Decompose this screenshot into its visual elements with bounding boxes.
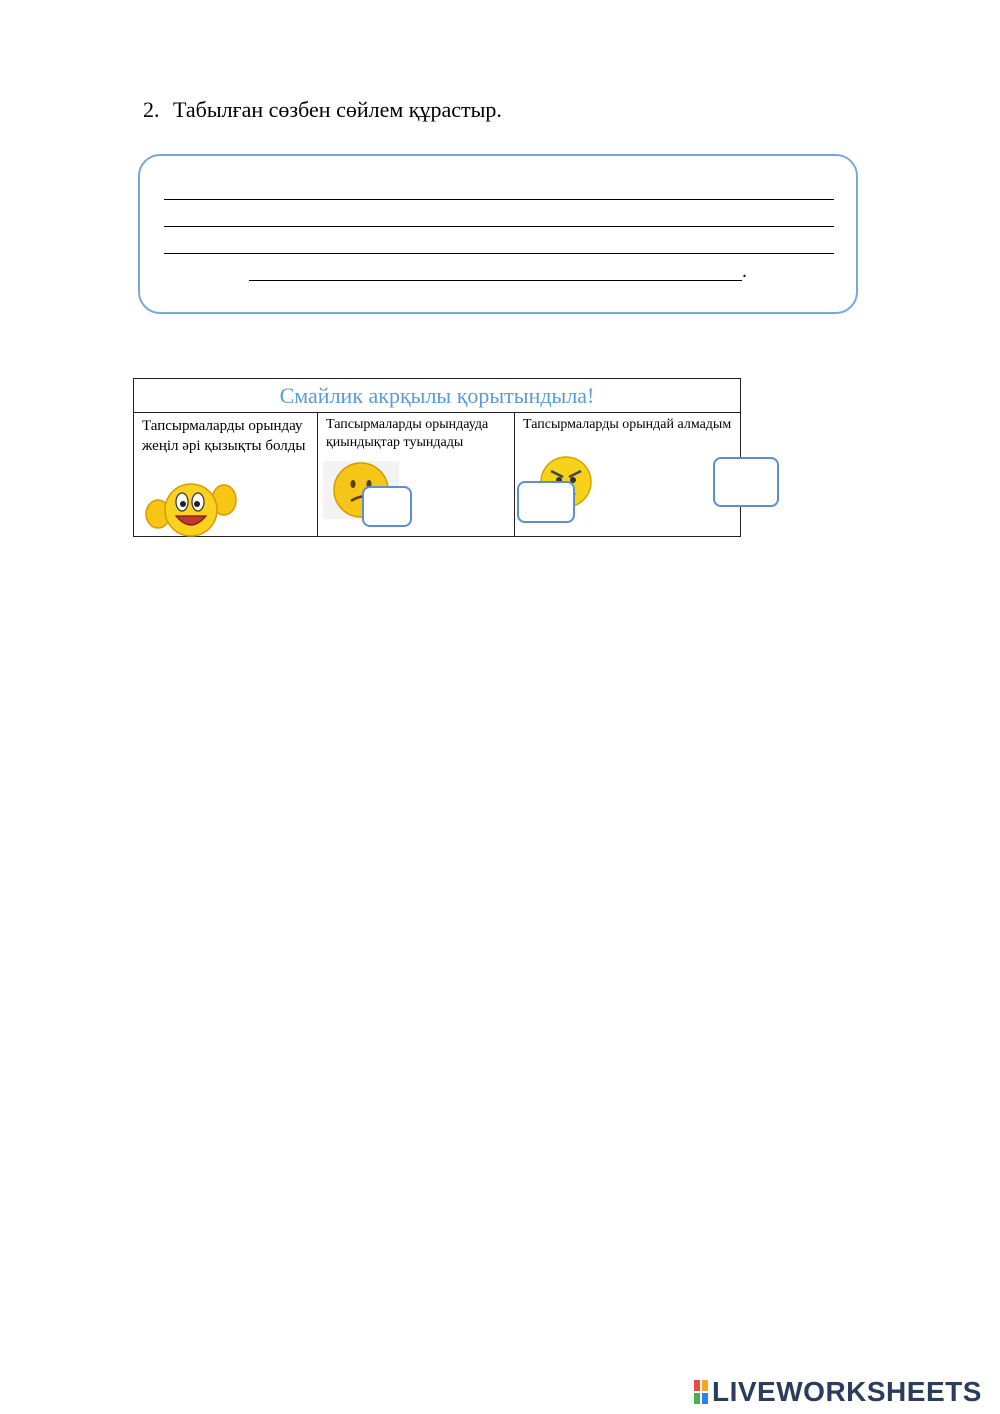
cell-easy-text: Тапсырмаларды орындау жеңіл әрі қызықты болды — [142, 418, 306, 454]
smiley-table-header: Смайлик акрқылы қорытындыла! — [134, 379, 741, 413]
answer-period: . — [742, 260, 747, 282]
drop-box-extra[interactable] — [713, 457, 779, 507]
cell-difficult-text: Тапсырмаларды орындауда қиындықтар туындады — [326, 417, 489, 450]
answer-writing-box — [138, 154, 858, 314]
liveworksheets-logo — [694, 1376, 982, 1408]
drop-box-difficult[interactable] — [362, 486, 412, 527]
task-instruction — [143, 96, 502, 124]
logo-text: LIVEWORKSHEETS — [712, 1376, 982, 1407]
answer-line-2 — [164, 226, 834, 227]
cell-failed-text: Тапсырмаларды орындай алмадым — [523, 417, 732, 432]
answer-line-1 — [164, 199, 834, 200]
happy-thumbs-up-smiley-icon — [142, 474, 240, 538]
task-instruction-text: Табылған сөзбен сөйлем құрастыр. — [173, 97, 502, 122]
task-number: 2. — [143, 97, 160, 122]
answer-line-3 — [164, 253, 834, 254]
drop-box-failed[interactable] — [517, 481, 575, 523]
logo-mark-icon — [694, 1380, 708, 1404]
answer-line-4 — [249, 280, 742, 281]
